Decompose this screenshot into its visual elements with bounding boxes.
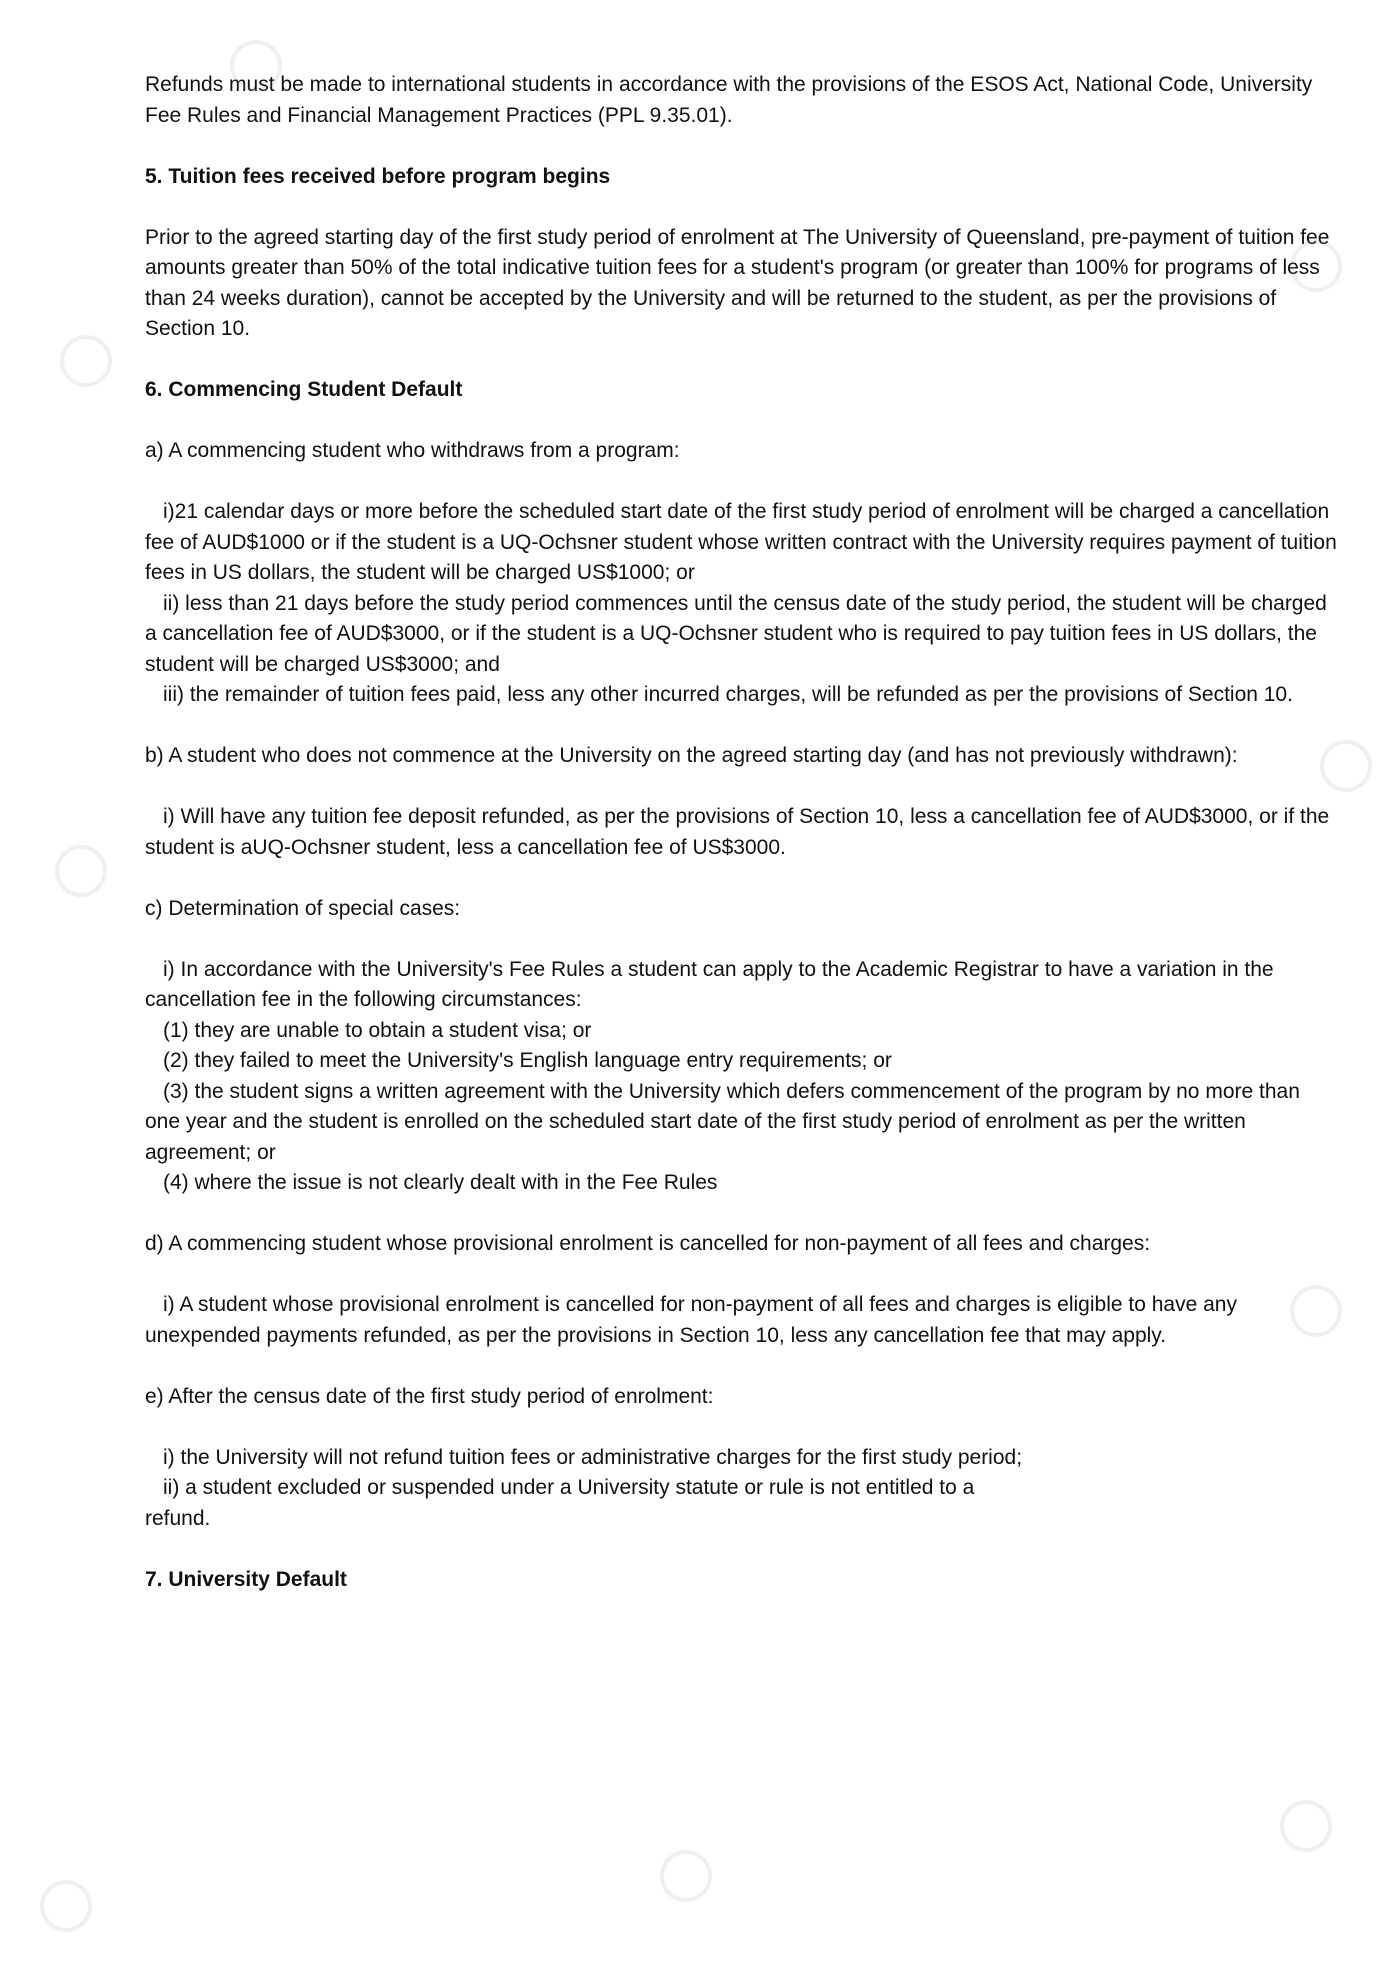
clause-c-4: (4) where the issue is not clearly dealt with in the Fee Rules [163,1171,718,1194]
clause-e-ii-cont: refund. [145,1506,211,1530]
clause-b-title: b) A student who does not commence at the University on the agreed starting day (and has not previously withdrawn): [145,744,1238,767]
watermark-seal-icon [40,1880,92,1932]
section-5-heading: 5. Tuition fees received before program begins [145,164,611,188]
clause-e-title: e) After the census date of the first study period of enrolment: [145,1384,714,1408]
clause-c-i: i) In accordance with the University's Fee Rules a student can apply to the Academic Registrar to have a variation in the cancellation fee in the following circumstances: [145,957,1280,1011]
clause-a-i: i)21 calendar days or more before the scheduled start date of the first study period of enrolment will be charged a cancellation fee of AUD$1000 or if the student is a UQ-Ochsner student whose written contract with the University requires payment of tuition fees in US dollars, the student will be charged US$1000; or [145,500,1343,584]
document-page [145,70,1343,1595]
clause-e-i: i) the University will not refund tuition fees or administrative charges for the first study period; [163,1445,1023,1469]
clause-c-title: c) Determination of special cases: [145,896,461,920]
watermark-seal-icon [60,335,112,387]
clause-a-title: a) A commencing student who withdraws from a program: [145,439,680,462]
section-6-heading: 6. Commencing Student Default [145,378,463,401]
watermark-seal-icon [660,1850,712,1902]
clause-d-title: d) A commencing student whose provisional enrolment is cancelled for non-payment of all fees and charges: [145,1232,1151,1255]
clause-d-i: i) A student whose provisional enrolment is cancelled for non-payment of all fees and charges is eligible to have any unexpended payments refunded, as per the provisions in Section 10, less any cancellation fee that may apply. [145,1293,1243,1347]
clause-e-ii: ii) a student excluded or suspended under a University statute or rule is not entitled to a [163,1476,975,1499]
intro-paragraph: Refunds must be made to international students in accordance with the provisions of the ESOS Act, National Code, University Fee Rules and Financial Management Practices (PPL 9.35.01). [145,73,1319,127]
clause-a-ii: ii) less than 21 days before the study period commences until the census date of the study period, the student will be charged a cancellation fee of AUD$3000, or if the student is a UQ-Ochsner student who is required to pay tuition fees in US dollars, the student will be charged US$3000; and [145,591,1333,676]
section-5-body: Prior to the agreed starting day of the first study period of enrolment at The University of Queensland, pre-payment of tuition fee amounts greater than 50% of the total indicative tuition fees for a student's program (or greater than 100% for programs of less than 24 weeks duration), cannot be accepted by the University and will be returned to the student, as per the provisions of Section 10. [145,225,1336,340]
watermark-seal-icon [55,845,107,897]
clause-a-iii: iii) the remainder of tuition fees paid, less any other incurred charges, will be refunded as per the provisions of Section 10. [163,683,1293,706]
watermark-seal-icon [1280,1800,1332,1852]
clause-b-i: i) Will have any tuition fee deposit refunded, as per the provisions of Section 10, less a cancellation fee of AUD$3000, or if the student is aUQ-Ochsner student, less a cancellation fee of US$3000. [145,805,1336,859]
clause-c-1: (1) they are unable to obtain a student visa; or [163,1018,592,1042]
clause-c-2: (2) they failed to meet the University's English language entry requirements; or [163,1049,892,1072]
section-7-heading: 7. University Default [145,1567,347,1591]
clause-c-3: (3) the student signs a written agreement with the University which defers commencement of the program by no more than one year and the student is enrolled on the scheduled start date of the first study period of enrolment as per the written agreement; or [145,1079,1306,1164]
